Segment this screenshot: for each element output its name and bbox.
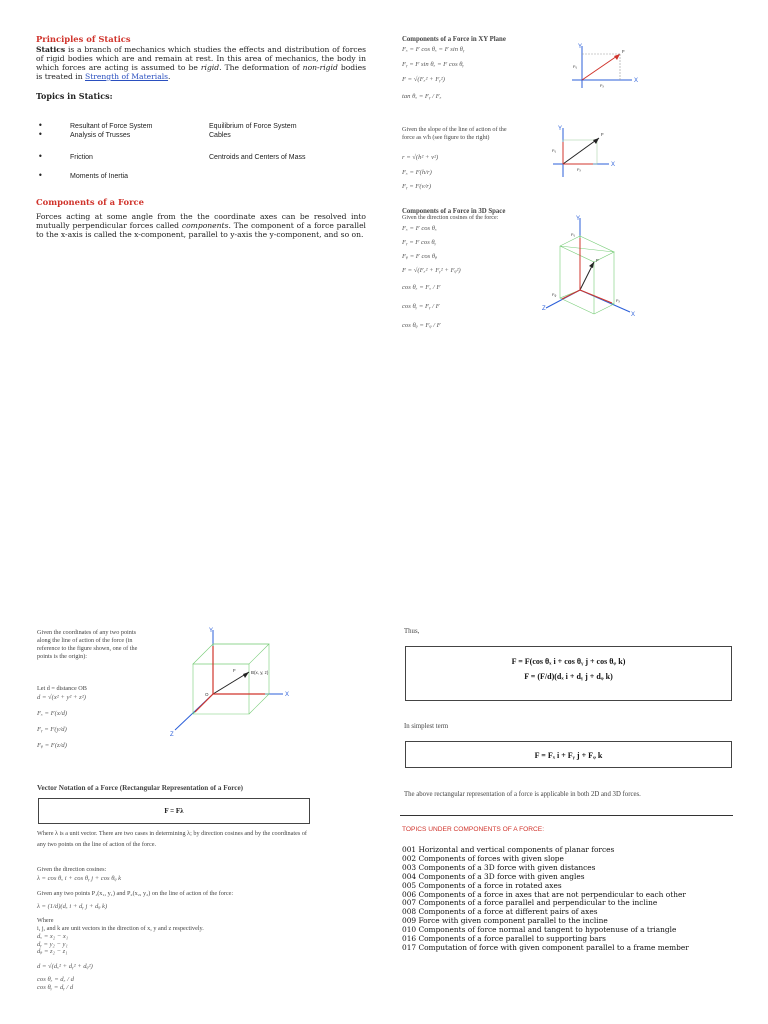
fz-label: Fᵩ [552,292,557,297]
components-title: Components of a Force [36,197,144,207]
slope-text: Given the slope of the line of action of the force as v/h (see figure to the right) [402,126,507,141]
force-eq-line-2: F = (F/d)(dₓ i + dᵧ j + dᵩ k) [524,672,613,681]
xy-eq: Fᵧ = F sin θₓ = F cos θᵧ [402,61,465,68]
vector-equation: F = Fλ [164,807,184,815]
coords-eq: Fᵧ = F(y/d) [37,726,67,733]
d-eq: dᵧ = y₂ − y₁ [37,940,68,948]
y-axis-label: Y [578,44,583,50]
d-eq: dₓ = x₂ − x₁ [37,933,69,940]
dircos-eq: λ = cos θₓ i + cos θᵧ j + cos θᵩ k [37,875,122,882]
f-label: F [596,258,599,263]
space-eq: Fᵩ = F cos θᵩ [402,253,438,260]
wire-box [193,644,269,714]
coords-eq: Fᵩ = F(z/d) [37,742,67,749]
topic-link[interactable]: Centroids and Centers of Mass [209,154,306,161]
topic-link[interactable]: Cables [209,132,231,139]
components-paragraph: Forces acting at some angle from the the coordinate axes can be resolved into mutually perpendicular forces called components. The component of a force parallel to the x-axis is called the x-component, parallel to y-axis the y-component, and so on. [36,212,366,239]
components-section [36,197,366,239]
y-axis-label: Y [576,216,581,222]
z-axis-label: Z [170,732,174,738]
y-axis-label: Y [209,628,214,634]
topic-item[interactable]: 009 Force with given component parallel to the incline [402,916,608,926]
xy-eq: Fₓ = F cos θₓ = F sin θᵧ [402,46,465,53]
cos-eq: cos θₓ = dₓ / d [37,975,74,983]
vector-box [38,798,310,824]
bullet: • [38,130,43,139]
topics-list [36,121,366,185]
topic-item[interactable]: 010 Components of force normal and tangent to hypotenuse of a triangle [402,925,677,935]
slope-eq: r = √(h² + v²) [402,154,439,161]
topics-under-list [402,846,689,953]
f-label: F [601,132,604,137]
space-eq: cos θᵧ = Fᵧ / F [402,303,440,310]
d-eq: dᵩ = z₂ − z₁ [37,948,68,955]
simplest-box [405,741,732,768]
d-total-eq: d = √(dₓ² + dᵧ² + dᵩ²) [37,962,93,970]
divider [400,815,733,816]
thus-text: Thus, [404,628,420,635]
topic-item[interactable]: 017 Computation of force with given component parallel to a frame member [402,942,689,952]
topic-link[interactable]: Resultant of Force System [70,123,153,130]
x-axis-label: X [634,78,639,84]
xy-plane-section [402,36,552,102]
where-text: Where [37,917,54,924]
topic-item[interactable]: 004 Components of a 3D force with given angles [402,871,585,881]
topic-item[interactable]: 006 Components of a force in axes that are not perpendicular to each other [402,889,686,899]
fy-label: Fᵧ [573,64,577,69]
coords-eq: Fₓ = F(x/d) [37,710,68,717]
xy-eq: tan θₓ = Fᵧ / Fₓ [402,93,442,100]
vector-notation-title: Vector Notation of a Force (Rectangular Representation of a Force) [37,784,244,792]
bullet: • [38,171,43,180]
xy-eq: F = √(Fₓ² + Fᵧ²) [402,76,445,83]
space-section [402,208,552,331]
let-d-text: Let d = distance OB [37,685,87,692]
space-figure [538,212,648,324]
xy-plane-title: Components of a Force in XY Plane [402,36,506,43]
x-axis-label: X [285,692,290,698]
bullet: • [38,121,43,130]
intro-paragraph: Statics is a branch of mechanics which studies the effects and distribution of forces of rigid bodies which are and remain at rest. In this area of mechanics, the body in which forces are acting is assumed to be rigid. The deformation of non-rigid bodies is treated in Strength of Materials. [36,45,366,81]
coords-eq: d = √(x² + y² + z²) [37,694,86,701]
topic-item[interactable]: 007 Components of a force parallel and perpendicular to the incline [402,898,658,908]
x-axis-label: X [631,312,636,318]
space-eq: cos θᵩ = Fᵩ / F [402,322,441,329]
topic-link[interactable]: Friction [70,154,93,161]
space-subtitle: Given the direction cosines of the force: [402,215,499,221]
strength-of-materials-link[interactable]: Strength of Materials [85,72,169,81]
space-title: Components of a Force in 3D Space [402,208,506,215]
intro-bold: Statics [36,45,66,54]
space-eq: cos θₓ = Fₓ / F [402,284,441,291]
lambda-section [37,866,327,992]
topic-item[interactable]: 005 Components of a force in rotated axes [402,880,562,890]
topic-link[interactable]: Equilibrium of Force System [209,123,297,130]
topic-item[interactable]: 008 Components of a force at different pairs of axes [402,907,598,917]
force-vector [563,138,599,164]
slope-eq: Fᵧ = F(v/r) [402,183,432,190]
space-eq: Fₓ = F cos θₓ [402,225,437,232]
topic-item[interactable]: 003 Components of a 3D force with given distances [402,862,596,872]
slope-equations [402,152,542,192]
z-axis-label: Z [542,306,546,312]
twopts-eq: λ = (1/d)(dₓ i + dᵧ j + dᵩ k) [37,903,108,910]
coords-equations [37,692,167,751]
y-axis-label: Y [558,126,563,132]
dircos-label: Given the direction cosines: [37,866,107,873]
principles-title: Principles of Statics [36,34,131,44]
topic-item[interactable]: 016 Components of a force parallel to supporting bars [402,934,606,944]
fx-label: Fₓ [577,167,581,172]
fx-label: Fₓ [600,83,604,88]
slope-figure [543,122,623,182]
x-axis-label: X [611,162,616,168]
f-label: F [622,49,625,54]
fx-label: Fₓ [616,298,620,303]
coords-figure [165,624,295,742]
coords-text: Given the coordinates of any two points along the line of action of the force (in reference to the figure shown, one of the points is the origin): [37,629,138,660]
force-eq-line-1: F = F(cos θₓ i + cos θᵧ j + cos θᵩ k) [511,657,626,666]
applicable-text: The above rectangular representation of a force is applicable in both 2D and 3D forces. [404,791,641,798]
force-vector [582,54,620,80]
topic-link[interactable]: Moments of Inertia [70,173,128,180]
fz-component [195,694,213,712]
xy-plane-figure [560,40,642,94]
ijk-text: i, j, and k are unit vectors in the direction of x, y and z respectively. [37,925,204,932]
topic-item[interactable]: 002 Components of forces with given slope [402,853,564,863]
topic-link[interactable]: Analysis of Trusses [70,132,131,139]
fz-component [562,290,580,299]
fy-label: Fᵧ [571,232,575,237]
force-arrowhead [593,138,599,144]
topics-heading: TOPICS UNDER COMPONENTS OF A FORCE: [402,826,545,833]
simplest-text: In simplest term [404,723,449,730]
simplest-eq: F = Fₓ i + Fᵧ j + Fᵩ k [534,751,603,760]
space-eq: Fᵧ = F cos θᵧ [402,239,437,246]
cos-eq: cos θᵧ = dᵧ / d [37,983,74,991]
lambda-text: Where λ is a unit vector. There are two cases in determining λ; by direction cosines and by the coordinates of any two points on the line of action of the force. [37,830,307,848]
topic-item[interactable]: 001 Horizontal and vertical components of planar forces [402,845,615,854]
force-arrowhead [243,672,249,678]
f-label: F [233,668,236,673]
left-top-section [36,34,366,101]
twopts-label: Given any two points P₁(x₁, y₁) and P₂(x₂, y₂) on the line of action of the force: [37,890,234,897]
fy-label: Fᵧ [552,148,556,153]
slope-eq: Fₓ = F(h/r) [402,169,432,176]
force-arrowhead [589,262,594,268]
force-arrowhead [614,54,620,60]
force-vector [213,672,249,694]
fx-component [580,290,612,303]
force-box [405,646,732,701]
origin-label: O [205,692,209,697]
topics-title: Topics in Statics: [36,91,113,101]
point-b-label: B(x, y, z) [251,670,269,675]
space-eq: F = √(Fₓ² + Fᵧ² + Fᵩ²) [402,267,461,274]
bullet: • [38,152,43,161]
